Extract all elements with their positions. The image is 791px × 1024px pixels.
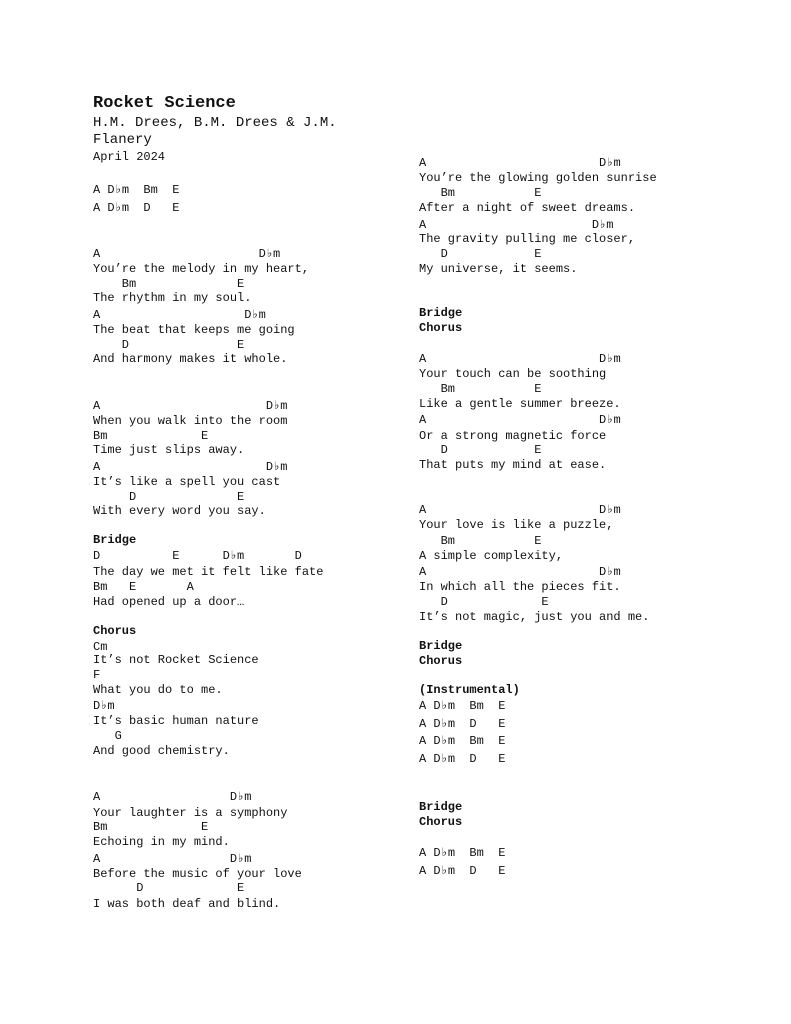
lyric-line: It’s not magic, just you and me.: [419, 610, 650, 624]
chord-line: D E: [93, 490, 245, 504]
lyric-line: The rhythm in my soul.: [93, 291, 252, 305]
chord-line: A D♭m: [93, 247, 281, 261]
lyric-line: With every word you say.: [93, 504, 266, 518]
lyric-line: In which all the pieces fit.: [419, 580, 621, 594]
lyric-line: You’re the glowing golden sunrise: [419, 171, 657, 185]
section-heading: Chorus: [419, 815, 463, 829]
chord-line: A D♭m D E: [419, 864, 506, 878]
lyric-line: Your touch can be soothing: [419, 367, 607, 381]
song-authors: H.M. Drees, B.M. Drees & J.M. Flanery: [93, 115, 337, 148]
lyric-line: Before the music of your love: [93, 867, 302, 881]
lyric-line: It’s basic human nature: [93, 714, 259, 728]
lyric-line: After a night of sweet dreams.: [419, 201, 636, 215]
lyric-line: Like a gentle summer breeze.: [419, 397, 621, 411]
lyric-line: Time just slips away.: [93, 443, 245, 457]
lyric-line: Or a strong magnetic force: [419, 429, 607, 443]
chord-line: Bm E: [93, 820, 209, 834]
section-heading: Chorus: [419, 321, 463, 335]
lyric-line: You’re the melody in my heart,: [93, 262, 310, 276]
chord-line: A D♭m D E: [93, 201, 180, 215]
lyric-line: Had opened up a door…: [93, 595, 245, 609]
lyric-line: And good chemistry.: [93, 744, 230, 758]
lyric-line: My universe, it seems.: [419, 262, 578, 276]
chord-line: D E: [419, 443, 542, 457]
chord-line: A D♭m: [419, 218, 614, 232]
chord-line: F: [93, 668, 101, 682]
chord-line: A D♭m Bm E: [419, 734, 506, 748]
chord-line: D♭m: [93, 699, 115, 713]
chord-line: A D♭m: [419, 565, 621, 579]
chord-line: Bm E A: [93, 580, 194, 594]
chord-line: A D♭m: [93, 460, 288, 474]
chord-line: A D♭m D E: [419, 752, 506, 766]
chord-line: Bm E: [419, 382, 542, 396]
chord-line: Bm E: [93, 277, 245, 291]
chord-line: A D♭m: [93, 790, 252, 804]
chord-line: A D♭m: [93, 399, 288, 413]
lyric-line: That puts my mind at ease.: [419, 458, 607, 472]
lyric-line: It’s not Rocket Science: [93, 653, 259, 667]
chord-line: A D♭m: [93, 308, 266, 322]
chord-line: Bm E: [93, 429, 209, 443]
lyric-line: The beat that keeps me going: [93, 323, 295, 337]
chord-line: A D♭m Bm E: [419, 699, 506, 713]
lyric-line: The day we met it felt like fate: [93, 565, 324, 579]
chord-line: Bm E: [419, 186, 542, 200]
chord-line: A D♭m Bm E: [419, 846, 506, 860]
song-title: Rocket Science: [93, 94, 236, 113]
section-heading: (Instrumental): [419, 683, 520, 697]
lyric-line: It’s like a spell you cast: [93, 475, 281, 489]
section-heading: Chorus: [93, 624, 137, 638]
chord-line: A D♭m: [419, 352, 621, 366]
lyric-line: The gravity pulling me closer,: [419, 232, 636, 246]
chord-line: D E: [419, 247, 542, 261]
chord-line: D E D♭m D: [93, 549, 302, 563]
chord-line: G: [93, 729, 122, 743]
lyric-line: Your love is like a puzzle,: [419, 518, 614, 532]
lyric-line: What you do to me.: [93, 683, 223, 697]
chord-line: A D♭m Bm E: [93, 183, 180, 197]
lyric-line: Your laughter is a symphony: [93, 806, 288, 820]
chord-line: A D♭m D E: [419, 717, 506, 731]
lyric-line: And harmony makes it whole.: [93, 352, 288, 366]
chord-line: A D♭m: [419, 156, 621, 170]
song-date: April 2024: [93, 150, 166, 164]
chord-line: Bm E: [419, 534, 542, 548]
lyric-line: A simple complexity,: [419, 549, 564, 563]
section-heading: Bridge: [93, 533, 137, 547]
chord-line: D E: [93, 338, 245, 352]
section-heading: Bridge: [419, 800, 463, 814]
lyric-line: I was both deaf and blind.: [93, 897, 281, 911]
lyric-line: When you walk into the room: [93, 414, 288, 428]
chord-line: D E: [93, 881, 245, 895]
chord-line: D E: [419, 595, 549, 609]
section-heading: Chorus: [419, 654, 463, 668]
chord-line: A D♭m: [93, 852, 252, 866]
lyric-line: Echoing in my mind.: [93, 835, 230, 849]
chord-line: Cm: [93, 640, 108, 654]
chord-line: A D♭m: [419, 413, 621, 427]
section-heading: Bridge: [419, 306, 463, 320]
chord-line: A D♭m: [419, 503, 621, 517]
section-heading: Bridge: [419, 639, 463, 653]
